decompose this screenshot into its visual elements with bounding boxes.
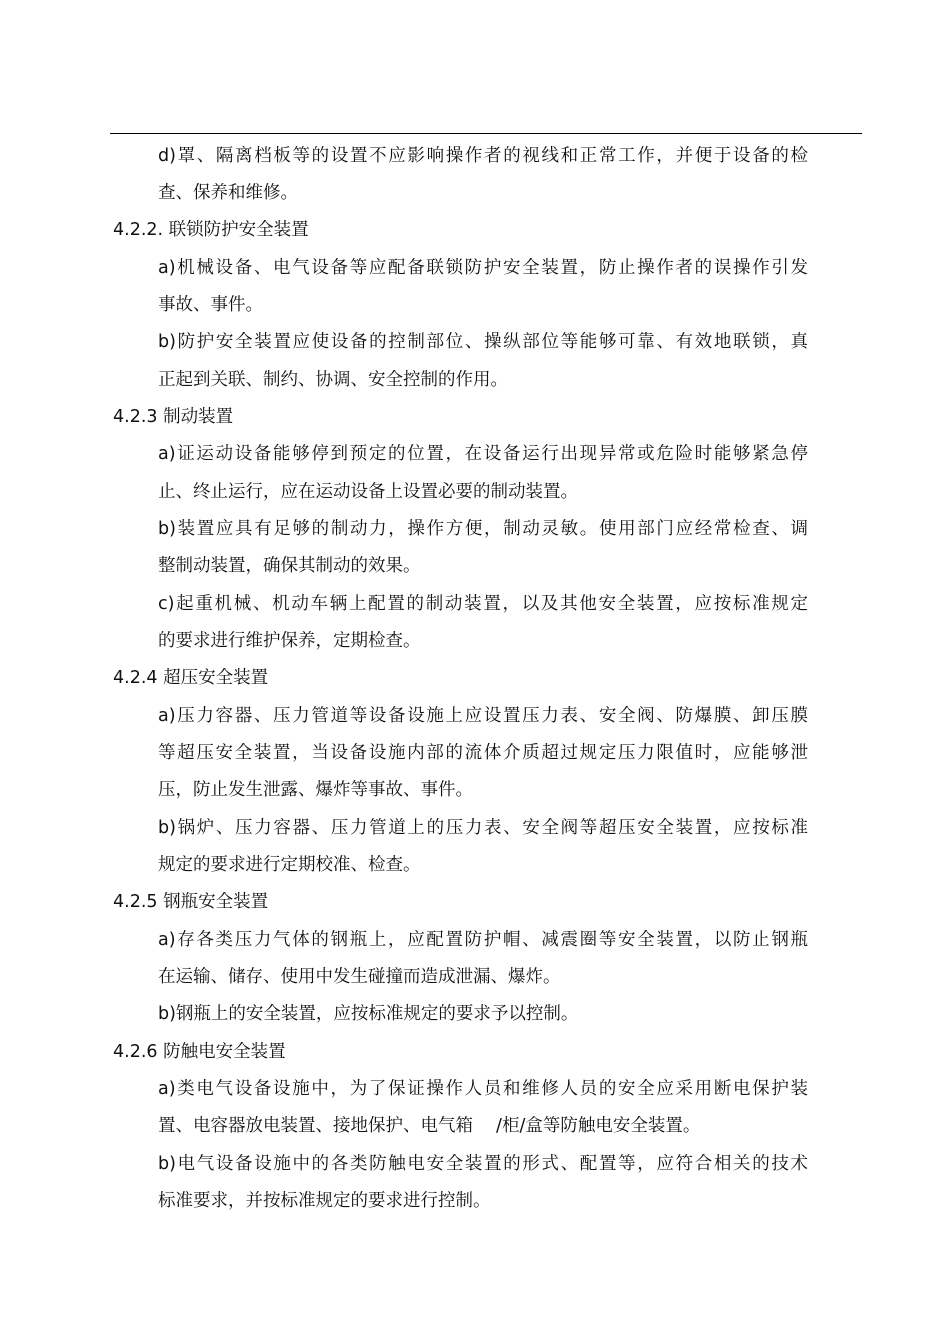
section-heading: 4.2.6 防触电安全装置 [113, 1042, 286, 1062]
text-line: 置、电容器放电装置、接地保护、电气箱 /柜/盒等防触电安全装置。 [158, 1116, 701, 1136]
section-heading: 4.2.2. 联锁防护安全装置 [113, 220, 309, 240]
text-line: 事故、事件。 [158, 295, 263, 315]
text-line: 正起到关联、制约、协调、安全控制的作用。 [158, 370, 508, 390]
text-line: b)钢瓶上的安全装置，应按标准规定的要求予以控制。 [158, 1004, 579, 1024]
text-line: 的要求进行维护保养，定期检查。 [158, 631, 421, 651]
text-line: 在运输、储存、使用中发生碰撞而造成泄漏、爆炸。 [158, 967, 561, 987]
text-line: 标准要求，并按标准规定的要求进行控制。 [158, 1191, 491, 1211]
text-line: b)锅炉、压力容器、压力管道上的压力表、安全阀等超压安全装置，应按标准 [158, 818, 808, 838]
text-line: 整制动装置，确保其制动的效果。 [158, 556, 421, 576]
text-line: a)存各类压力气体的钢瓶上，应配置防护帽、减震圈等安全装置，以防止钢瓶 [158, 930, 808, 950]
section-heading: 4.2.4 超压安全装置 [113, 668, 269, 688]
text-line: a)类电气设备设施中，为了保证操作人员和维修人员的安全应采用断电保护装 [158, 1079, 808, 1099]
section-heading: 4.2.5 钢瓶安全装置 [113, 892, 269, 912]
text-line: 查、保养和维修。 [158, 183, 298, 203]
text-line: b)装置应具有足够的制动力，操作方便，制动灵敏。使用部门应经常检查、调 [158, 519, 808, 539]
text-line: 规定的要求进行定期校准、检查。 [158, 855, 421, 875]
header-rule [110, 133, 862, 134]
text-line: b)防护安全装置应使设备的控制部位、操纵部位等能够可靠、有效地联锁，真 [158, 332, 808, 352]
text-line: c)起重机械、机动车辆上配置的制动装置，以及其他安全装置，应按标准规定 [158, 594, 808, 614]
text-line: 止、终止运行，应在运动设备上设置必要的制动装置。 [158, 482, 578, 502]
text-line: 压，防止发生泄露、爆炸等事故、事件。 [158, 780, 473, 800]
text-line: a)证运动设备能够停到预定的位置，在设备运行出现异常或危险时能够紧急停 [158, 444, 808, 464]
text-line: 等超压安全装置，当设备设施内部的流体介质超过规定压力限值时，应能够泄 [158, 743, 808, 763]
text-line: d)罩、隔离档板等的设置不应影响操作者的视线和正常工作，并便于设备的检 [158, 146, 808, 166]
section-heading: 4.2.3 制动装置 [113, 407, 234, 427]
text-line: a)机械设备、电气设备等应配备联锁防护安全装置，防止操作者的误操作引发 [158, 258, 808, 278]
text-line: a)压力容器、压力管道等设备设施上应设置压力表、安全阀、防爆膜、卸压膜 [158, 706, 808, 726]
text-line: b)电气设备设施中的各类防触电安全装置的形式、配置等，应符合相关的技术 [158, 1154, 808, 1174]
